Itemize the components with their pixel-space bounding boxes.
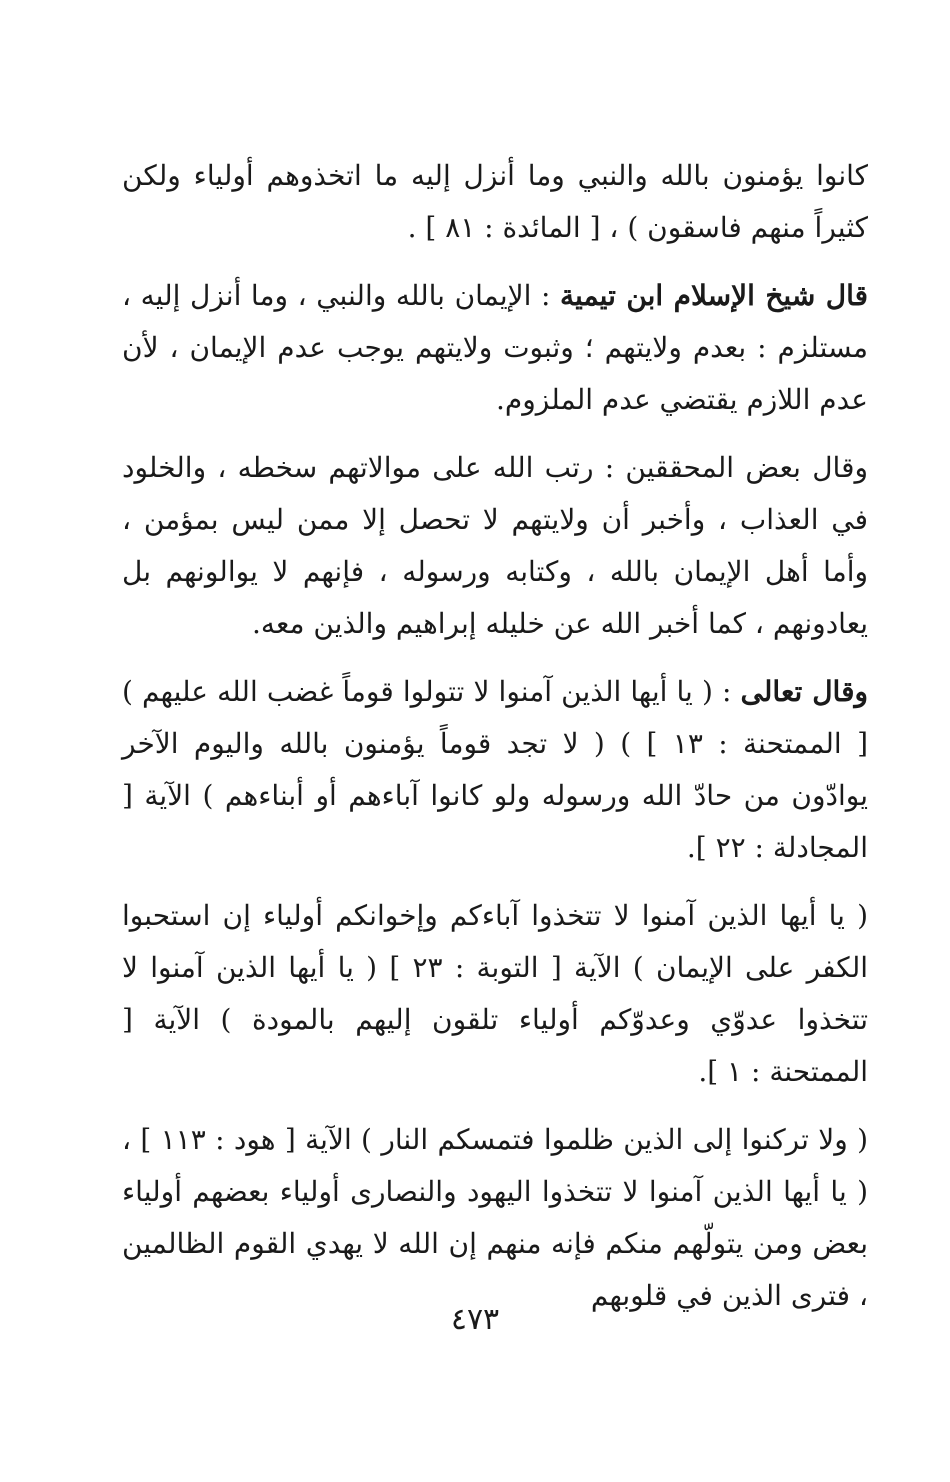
paragraph-text: ( يا أيها الذين آمنوا لا تتخذوا آباءكم وإخوانكم أولياء إن استحبوا الكفر على الإيمان ) الآية [ التوبة : ٢٣ ] ( يا أيها الذين آمنوا لا تتخذوا عدوّي وعدوّكم أولياء تلقون إليهم بالمودة ) الآية [ الممتحنة : ١ ]. [122, 899, 869, 1088]
body-text [122, 150, 868, 1322]
paragraph-2 [122, 270, 868, 426]
paragraph-5 [122, 890, 868, 1098]
paragraph-text: : الإيمان بالله والنبي ، وما أنزل إليه ، مستلزم : بعدم ولايتهم ؛ وثبوت ولايتهم يوجب عدم الإيمان ، لأن عدم اللازم يقتضي عدم الملزوم. [122, 279, 868, 416]
paragraph-text: كانوا يؤمنون بالله والنبي وما أنزل إليه ما اتخذوهم أولياء ولكن كثيراً منهم فاسقون ) ، [ المائدة : ٨١ ] . [122, 159, 868, 244]
paragraph-6 [122, 1114, 868, 1322]
paragraph-text: : ( يا أيها الذين آمنوا لا تتولوا قوماً غضب الله عليهم ) [ الممتحنة : ١٣ ] ) ( لا تجد قوماً يؤمنون بالله واليوم الآخر يوادّون من حادّ الله ورسوله ولو كانوا آباءهم أو أبناءهم ) الآية [ المجادلة : ٢٢ ]. [122, 675, 868, 864]
paragraph-lead: قال شيخ الإسلام ابن تيمية [560, 279, 869, 312]
paragraph-4 [122, 666, 868, 874]
paragraph-lead: وقال تعالى [740, 675, 868, 708]
paragraph-text: ( ولا تركنوا إلى الذين ظلموا فتمسكم النار ) الآية [ هود : ١١٣ ] ، ( يا أيها الذين آمنوا لا تتخذوا اليهود والنصارى أولياء بعضهم أولياء بعض ومن يتولّهم منكم فإنه منهم إن الله لا يهدي القوم الظالمين ، فترى الذين في قلوبهم [122, 1123, 869, 1312]
paragraph-text: وقال بعض المحققين : رتب الله على موالاتهم سخطه ، والخلود في العذاب ، وأخبر أن ولايتهم لا تحصل إلا ممن ليس بمؤمن ، وأما أهل الإيمان بالله ، وكتابه ورسوله ، فإنهم لا يوالونهم بل يعادونهم ، كما أخبر الله عن خليله إبراهيم والذين معه. [122, 451, 869, 640]
paragraph-3 [122, 442, 868, 650]
paragraph-1 [122, 150, 868, 254]
page-number: ٤٧٣ [450, 1302, 500, 1337]
